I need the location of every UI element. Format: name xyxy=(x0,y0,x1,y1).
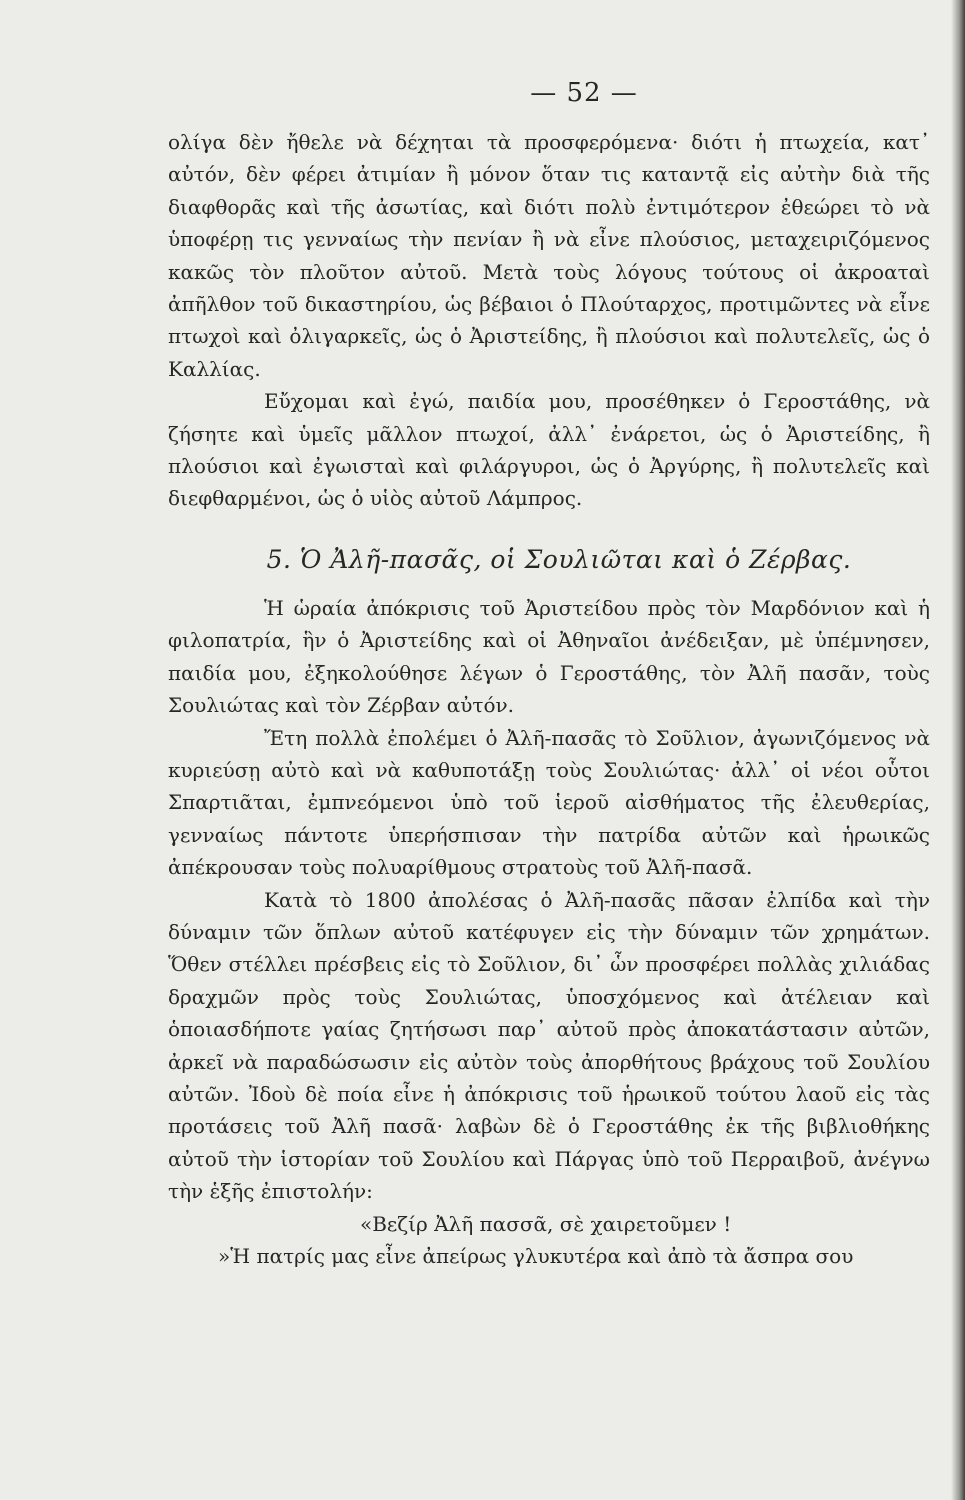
page-edge-shadow xyxy=(951,0,965,1500)
section-heading: 5. Ὁ Ἀλῆ-πασᾶς, οἱ Σουλιῶται καὶ ὁ Ζέρβας. xyxy=(266,544,852,574)
text-block xyxy=(168,78,930,1272)
page-number: — 52 — xyxy=(530,78,638,108)
letter-opening: «Βεζίρ Ἀλῆ πασσᾶ, σὲ χαιρετοῦμεν ! xyxy=(360,1211,732,1236)
paragraph: Ἡ ὡραία ἀπόκρισις τοῦ Ἀριστείδου πρὸς τὸν Μαρδόνιον καὶ ἡ φιλοπατρία, ἣν ὁ Ἀριστείδης καὶ οἱ Ἀθηναῖοι ἀνέδειξαν, μὲ ὑπέμνησεν, παιδία μου, ἐξηκολούθησε λέγων ὁ Γεροστάθης, τὸν Ἀλῆ πασᾶν, τοὺς Σουλιώτας καὶ τὸν Ζέρβαν αὐτόν. xyxy=(168,595,930,718)
paragraph: ολίγα δὲν ἤθελε νὰ δέχηται τὰ προσφερόμενα· διότι ἡ πτωχεία, κατ᾽ αὐτόν, δὲν φέρει ἀτιμίαν ἢ μόνον ὅταν τις καταντᾷ εἰς αὐτὴν διὰ τῆς διαφθορᾶς καὶ τῆς ἀσωτίας, καὶ διότι πολὺ ἐντιμότερον ἐθεώρει τὸ νὰ ὑποφέρῃ τις γενναίως τὴν πενίαν ἢ νὰ εἶνε πλούσιος, μεταχειριζόμενος κακῶς τὸν πλοῦτον αὐτοῦ. Μετὰ τοὺς λόγους τούτους οἱ ἀκροαταὶ ἀπῆλθον τοῦ δικαστηρίου, ὡς βέβαιοι ὁ Πλούταρχος, προτιμῶντες νὰ εἶνε πτωχοὶ καὶ ὀλιγαρκεῖς, ὡς ὁ Ἀριστείδης, ἢ πλούσιοι καὶ πολυτελεῖς, ὡς ὁ Καλλίας. xyxy=(168,130,930,381)
paragraph: Κατὰ τὸ 1800 ἀπολέσας ὁ Ἀλῆ-πασᾶς πᾶσαν ἐλπίδα καὶ τὴν δύναμιν τῶν ὅπλων αὐτοῦ κατέφυγεν εἰς τὴν δύναμιν τῶν χρημάτων. Ὅθεν στέλλει πρέσβεις εἰς τὸ Σοῦλιον, δι᾽ ὧν προσφέρει πολλὰς χιλιάδας δραχμῶν πρὸς τοὺς Σουλιώτας, ὑποσχόμενος καὶ ἀτέλειαν καὶ ὁποιασδήποτε γαίας ζητήσωσι παρ᾽ αὐτοῦ πρὸς ἀποκατάστασιν αὐτῶν, ἀρκεῖ νὰ παραδώσωσιν εἰς αὐτὸν τοὺς ἀπορθήτους βράχους τοῦ Σουλίου αὐτῶν. Ἰδοὺ δὲ ποία εἶνε ἡ ἀπόκρισις τοῦ ἡρωικοῦ τούτου λαοῦ εἰς τὰς προτάσεις τοῦ Ἀλῆ πασᾶ· λαβὼν δὲ ὁ Γεροστάθης ἐκ τῆς βιβλιοθήκης αὐτοῦ τὴν ἱστορίαν τοῦ Σουλίου καὶ Πάργας ὑπὸ τοῦ Περραιβοῦ, ἀνέγνω τὴν ἑξῆς ἐπιστολήν: xyxy=(168,887,930,1204)
paragraph: Ἔτη πολλὰ ἐπολέμει ὁ Ἀλῆ-πασᾶς τὸ Σοῦλιον, ἀγωνιζόμενος νὰ κυριεύσῃ αὐτὸ καὶ νὰ καθυποτάξῃ τοὺς Σουλιώτας· ἀλλ᾽ οἱ νέοι οὗτοι Σπαρτιᾶται, ἐμπνεόμενοι ὑπὸ τοῦ ἱεροῦ αἰσθήματος τῆς ἐλευθερίας, γενναίως πάντοτε ὑπερήσπισαν τὴν πατρίδα αὐτῶν καὶ ἡρωικῶς ἀπέκρουσαν τοὺς πολυαρίθμους στρατοὺς τοῦ Ἀλῆ-πασᾶ. xyxy=(168,725,930,880)
letter-line: »Ἡ πατρίς μας εἶνε ἀπείρως γλυκυτέρα καὶ ἀπὸ τὰ ἄσπρα σου xyxy=(218,1244,854,1268)
paragraph: Εὔχομαι καὶ ἐγώ, παιδία μου, προσέθηκεν ὁ Γεροστάθης, νὰ ζήσητε καὶ ὑμεῖς μᾶλλον πτωχοί, ἀλλ᾽ ἐνάρετοι, ὡς ὁ Ἀριστείδης, ἢ πλούσιοι καὶ ἐγωισταὶ καὶ φιλάργυροι, ὡς ὁ Ἀργύρης, ἢ πολυτελεῖς καὶ διεφθαρμένοι, ὡς ὁ υἱὸς αὐτοῦ Λάμπρος. xyxy=(168,389,930,511)
